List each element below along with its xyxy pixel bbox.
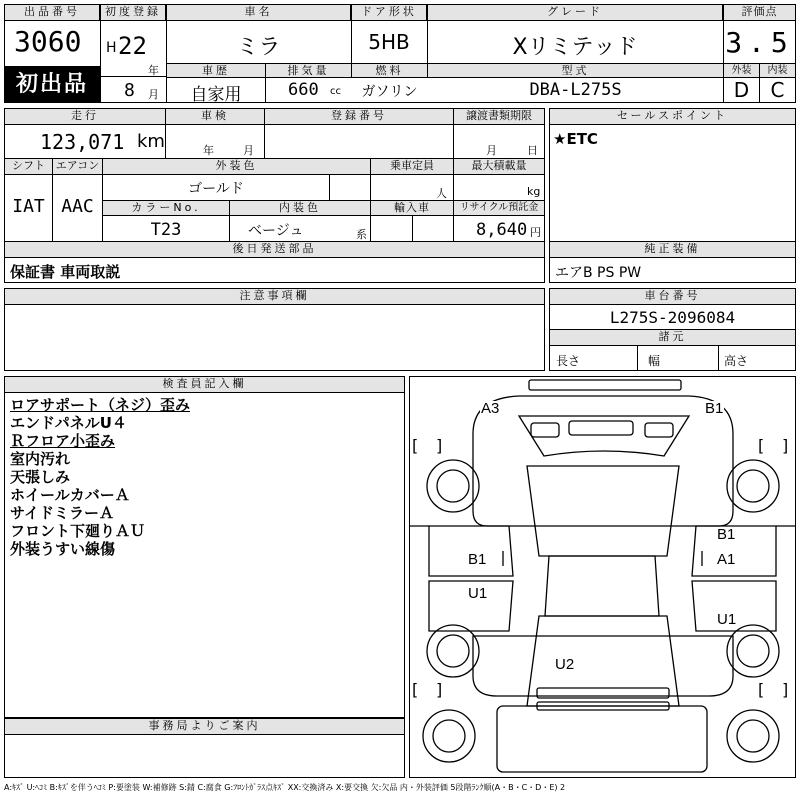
damage-mark: B1: [705, 400, 724, 417]
bracket-mark: ]: [782, 436, 789, 455]
score-label: 評価点: [723, 4, 796, 21]
car-name-label: 車名: [166, 4, 351, 21]
door-label: ドア形状: [351, 4, 427, 21]
damage-mark: B1: [717, 526, 736, 543]
equipment-value: エアB PS PW: [555, 265, 642, 281]
model-value: DBA-L275S: [529, 80, 622, 100]
fuel-value: ガソリン: [361, 84, 418, 100]
bracket-mark: ]: [436, 680, 443, 699]
inspector-line: フロント下廻りＡＵ: [10, 522, 146, 540]
first-listing-text: 初出品: [15, 72, 88, 97]
damage-mark: B1: [468, 551, 487, 568]
model-label: 型式: [427, 63, 724, 78]
max-load-unit: kg: [527, 185, 541, 198]
first-reg-month-unit: 月: [148, 88, 159, 101]
damage-mark: A1: [717, 551, 736, 568]
int-color-value: ベージュ: [248, 223, 304, 239]
fuel-label: 燃料: [351, 63, 428, 78]
damage-mark: U1: [468, 585, 488, 602]
lot-number: 3060: [14, 25, 82, 58]
bracket-mark: [: [412, 680, 419, 699]
later-parts-label: 後日発送部品: [4, 241, 545, 258]
grade-value: Xリミテッド: [512, 35, 638, 60]
inspector-line: エンドパネルU４: [10, 414, 127, 432]
color-no-value: T23: [150, 220, 182, 240]
displacement-value: 660: [288, 80, 319, 100]
divider: [453, 108, 454, 158]
inspector-label: 検査員記入欄: [4, 376, 405, 393]
lot-label: 出品番号: [4, 4, 100, 21]
sales-point-value: ★ETC: [553, 130, 598, 148]
aircon-value: AAC: [61, 196, 94, 217]
capacity-label: 乗車定員: [370, 158, 454, 175]
color-no-label: カラーNo.: [102, 200, 230, 216]
chassis-value: L275S-2096084: [609, 308, 736, 327]
inspector-line: Ｒフロア小歪み: [10, 432, 116, 450]
door-value: 5HB: [368, 30, 410, 54]
sales-point-label: セールスポイント: [549, 108, 796, 125]
capacity-unit: 人: [436, 187, 447, 200]
first-reg-month: 8: [124, 80, 135, 101]
score-value: 3.5: [725, 26, 794, 59]
car-diagram: [409, 376, 796, 778]
history-value: 自家用: [190, 85, 242, 105]
int-color-suffix: 系: [356, 228, 367, 241]
interior-score-label: 内装: [759, 63, 796, 78]
inspector-line: ホイールカバーＡ: [10, 486, 130, 504]
inspector-line: 天張しみ: [10, 468, 71, 486]
history-label: 車歴: [166, 63, 266, 78]
transfer-month-unit: 月: [486, 144, 497, 157]
spec-width: 幅: [648, 354, 661, 368]
shift-label: シフト: [4, 158, 53, 175]
equipment-label: 純正装備: [549, 241, 796, 258]
divider: [100, 76, 166, 77]
bracket-mark: [: [412, 436, 419, 455]
exterior-score-label: 外装: [723, 63, 760, 78]
divider: [165, 108, 166, 158]
inspector-notes: [10, 396, 400, 558]
transfer-day-unit: 日: [527, 144, 538, 157]
first-reg-year: 22: [118, 32, 147, 60]
reg-no-label: 登録番号: [264, 108, 454, 125]
later-parts-value: 保証書 車両取説: [10, 263, 121, 281]
spec-height: 高さ: [724, 354, 749, 368]
divider: [718, 346, 719, 371]
damage-mark: U2: [555, 656, 575, 673]
divider: [264, 108, 265, 158]
divider: [412, 216, 413, 241]
bracket-mark: [: [758, 680, 765, 699]
inspection-year-unit: 年: [203, 144, 214, 157]
ext-color-value: ゴールド: [188, 181, 244, 197]
max-load-label: 最大積載量: [453, 158, 545, 175]
first-listing-badge: [4, 66, 100, 103]
recycle-label: リサイクル預託金: [453, 200, 545, 216]
inspector-line: 室内汚れ: [10, 450, 71, 468]
displacement-label: 排気量: [265, 63, 352, 78]
spec-length: 長さ: [556, 354, 581, 368]
aircon-label: エアコン: [52, 158, 103, 175]
bracket-mark: ]: [436, 436, 443, 455]
import-label: 輸入車: [370, 200, 454, 216]
grade-label: グレード: [427, 4, 723, 21]
first-reg-label: 初度登録: [100, 4, 166, 21]
spec-label: 諸元: [549, 329, 796, 346]
recycle-unit: 円: [530, 226, 541, 239]
bracket-mark: ]: [782, 680, 789, 699]
inspection-month-unit: 月: [243, 144, 254, 157]
shift-value: IAT: [12, 196, 45, 217]
mileage-value: 123,071: [40, 130, 125, 154]
interior-score: C: [770, 78, 785, 102]
inspector-line: 外装うすい線傷: [10, 540, 116, 558]
divider: [637, 346, 638, 371]
int-color-label: 内装色: [229, 200, 371, 216]
ext-color-label: 外装色: [102, 158, 371, 175]
first-reg-era: H: [106, 40, 117, 56]
recycle-value: 8,640: [476, 220, 528, 240]
chassis-label: 車台番号: [549, 288, 796, 305]
transfer-label: 譲渡書類期限: [453, 108, 545, 125]
car-name-value: ミラ: [236, 35, 281, 60]
office-label: 事務局よりご案内: [4, 718, 405, 735]
inspector-line: ロアサポート（ネジ）歪み: [10, 396, 191, 414]
exterior-score: D: [733, 78, 750, 102]
notes-label: 注意事項欄: [4, 288, 545, 305]
inspector-line: サイドミラーＡ: [10, 504, 114, 522]
legend-text: A:ｷｽﾞ U:ﾍｺﾐ B:ｷｽﾞを伴うﾍｺﾐ P:要塗装 W:補修跡 S:錆 C:腐食 G:ﾌﾛﾝﾄｶﾞﾗｽ点ｷｽﾞ XX:交換済み X:要交換 欠:欠品 内・外装評価 5段階ﾗﾝｸ順(A・B・C・D・E) 2: [4, 783, 566, 792]
damage-mark: A3: [481, 400, 500, 417]
first-reg-year-unit: 年: [148, 64, 159, 77]
mileage-unit: km: [137, 131, 165, 152]
bracket-mark: [: [758, 436, 765, 455]
inspection-label: 車検: [165, 108, 265, 125]
damage-mark: U1: [717, 611, 737, 628]
mileage-label: 走行: [4, 108, 166, 125]
displacement-unit: cc: [330, 86, 341, 97]
divider: [329, 175, 330, 201]
